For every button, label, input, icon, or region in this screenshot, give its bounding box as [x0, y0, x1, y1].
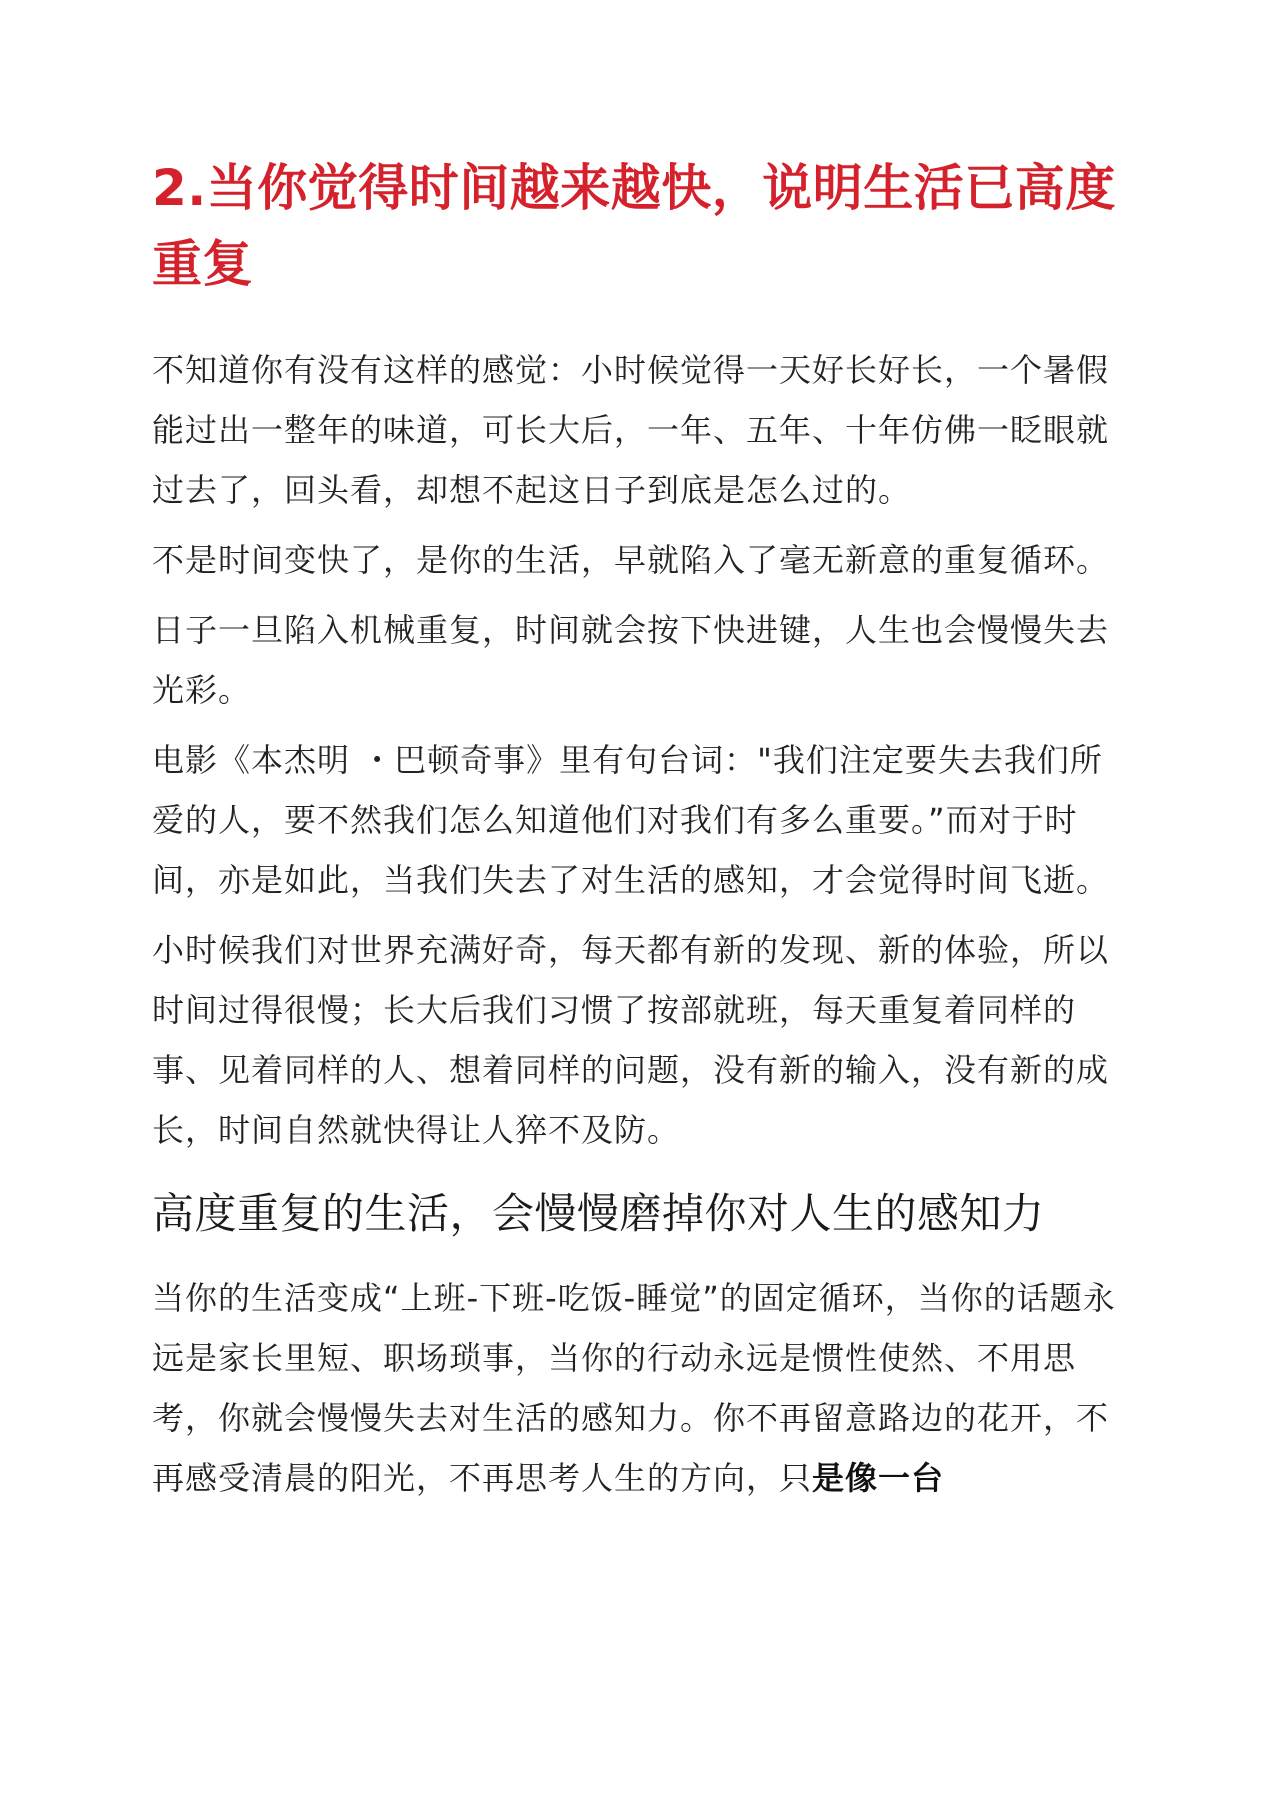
section-subheading: 高度重复的生活，会慢慢磨掉你对人生的感知力 [152, 1189, 1045, 1238]
article-title: 2.当你觉得时间越来越快，说明生活已高度重复 [152, 159, 1116, 293]
paragraph-2: 不是时间变快了，是你的生活，早就陷入了毫无新意的重复循环。 [152, 541, 1110, 579]
paragraph-3: 日子一旦陷入机械重复，时间就会按下快进键，人生也会慢慢失去光彩。 [152, 611, 1110, 709]
paragraph-4-movie-quote: 电影《本杰明 ・巴顿奇事》里有句台词："我们注定要失去我们所爱的人，要不然我们怎么知道他们对我们有多么重要。”而对于时间，亦是如此，当我们失去了对生活的感知，才会觉得时间飞逝。 [152, 741, 1110, 899]
paragraph-1: 不知道你有没有这样的感觉：小时候觉得一天好长好长，一个暑假能过出一整年的味道，可长大后，一年、五年、十年仿佛一眨眼就过去了，回头看，却想不起这日子到底是怎么过的。 [152, 351, 1110, 509]
paragraph-final-text: 当你的生活变成“上班-下班-吃饭-睡觉”的固定循环，当你的话题永远是家长里短、职场琐事，当你的行动永远是惯性使然、不用思考，你就会慢慢失去对生活的感知力。你不再留意路边的花开，不再感受清晨的阳光，不再思考人生的方向，只 [152, 1279, 1116, 1497]
paragraph-5: 小时候我们对世界充满好奇，每天都有新的发现、新的体验，所以时间过得很慢；长大后我们习惯了按部就班，每天重复着同样的事、见着同样的人、想着同样的问题，没有新的输入，没有新的成长，时间自然就快得让人猝不及防。 [152, 931, 1110, 1149]
article [152, 150, 1132, 1518]
paragraph-final-bold-text: 是像一台 [812, 1459, 945, 1497]
paragraph-final [152, 1268, 1132, 1508]
